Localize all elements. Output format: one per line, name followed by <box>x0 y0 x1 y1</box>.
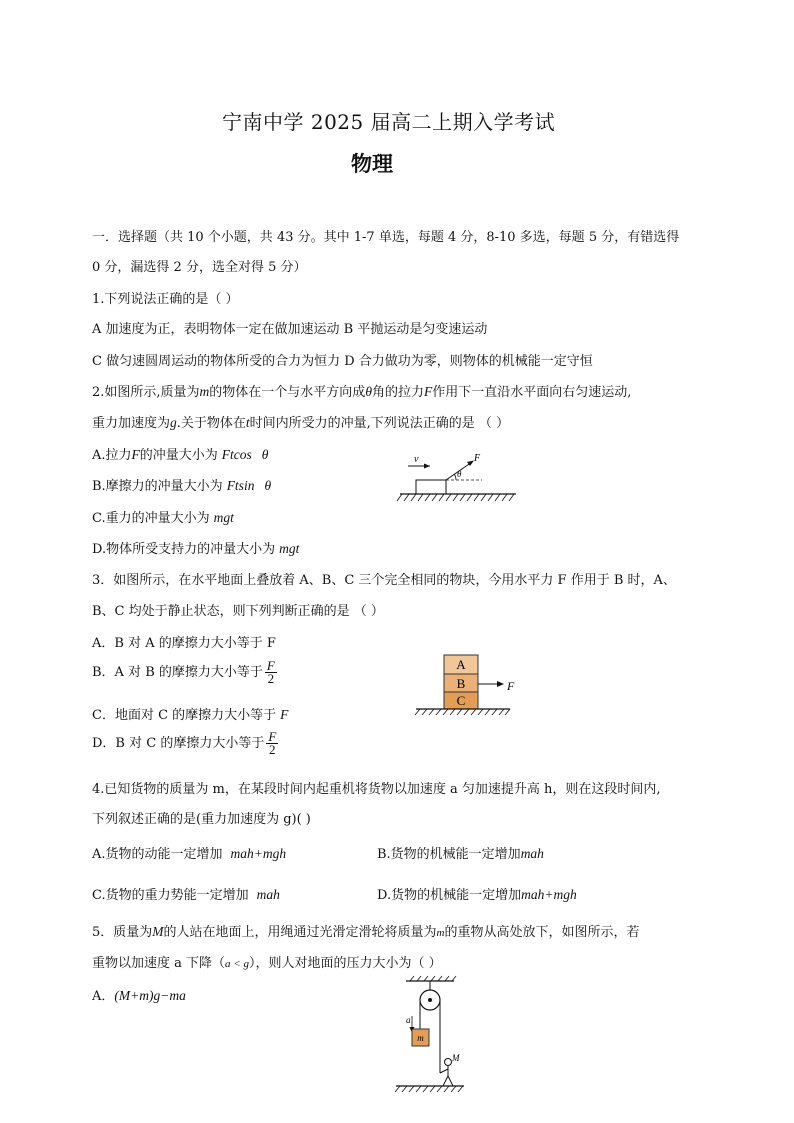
person-head <box>445 1059 452 1066</box>
force-label: F <box>474 453 481 464</box>
person-label: M <box>452 1053 460 1063</box>
q4-option-d: D.货物的机械能一定增加mah+mgh <box>377 887 577 903</box>
q3-figure <box>414 654 534 718</box>
block <box>416 480 446 494</box>
q4-option-b: B.货物的机械能一定增加mah <box>377 846 544 862</box>
block-b-label: B <box>456 676 466 691</box>
force-label: F <box>507 679 515 693</box>
q3-option-b: B．A 对 B 的摩擦力大小等于 $\frac{F}{2}$ <box>92 658 275 686</box>
block-c-label: C <box>456 693 466 708</box>
q3-stem-line1: 3．如图所示，在水平地面上叠放着 A、B、C 三个完全相同的物块，今用水平力 F 作用于 B 时，A、 <box>92 573 676 588</box>
q1-stem: 1.下列说法正确的是（ ） <box>92 292 239 307</box>
q4-option-c: C.货物的重力势能一定增加 mah <box>92 887 280 903</box>
q5-stem-line2: 重物以加速度 a 下降（a < g），则人对地面的压力大小为（ ） <box>92 956 442 971</box>
q2-figure <box>396 452 526 508</box>
q2-stem-line2: 重力加速度为g.关于物体在t时间内所受力的冲量,下列说法正确的是 （ ） <box>92 415 510 431</box>
q5-figure <box>392 978 472 1094</box>
q2-option-a: A.拉力F的冲量大小为 Ftcos θ <box>92 447 269 463</box>
q4-stem-line1: 4.已知货物的质量为 m，在某段时间内起重机将货物以加速度 a 匀加速提升高 h，则在这段时间内, <box>92 782 661 797</box>
angle-label: θ <box>457 469 462 479</box>
q1-options-ab: A 加速度为正，表明物体一定在做加速运动 B 平抛运动是匀变速运动 <box>92 322 488 337</box>
q3-option-c: C．地面对 C 的摩擦力大小等于 F <box>92 707 289 723</box>
subject-title: 物理 <box>351 151 393 176</box>
acceleration-label: a <box>406 1015 411 1025</box>
q5-option-a: A．(M+m)g−ma <box>92 988 186 1004</box>
q3-stem-line2: B、C 均处于静止状态，则下列判断正确的是 （ ） <box>92 604 384 619</box>
q5-stem-line1: 5．质量为M的人站在地面上，用绳通过光滑定滑轮将质量为m的重物从高处放下，如图所示，若 <box>92 924 640 940</box>
q2-stem-line1: 2.如图所示,质量为m的物体在一个与水平方向成θ角的拉力F作用下一直沿水平面向右匀速运动, <box>92 384 632 400</box>
q4-option-a: A.货物的动能一定增加 mah+mgh <box>92 846 287 862</box>
section-instructions-line2: 0 分，漏选得 2 分，选全对得 5 分） <box>92 260 307 275</box>
q3-option-d: D．B 对 C 的摩擦力大小等于 $\frac{F}{2}$ <box>92 729 277 757</box>
q2-option-b: B.摩擦力的冲量大小为 Ftsin θ <box>92 478 272 494</box>
q2-option-c: C.重力的冲量大小为 mgt <box>92 510 234 526</box>
q1-options-cd: C 做匀速圆周运动的物体所受的合力为恒力 D 合力做功为零，则物体的机械能一定守恒 <box>92 354 593 369</box>
section-instructions-line1: 一．选择题（共 10 个小题，共 43 分。其中 1-7 单选，每题 4 分，8-10 多选，每题 5 分，有错选得 <box>92 230 680 245</box>
block-a-label: A <box>456 657 466 672</box>
q3-option-a: A．B 对 A 的摩擦力大小等于 F <box>92 636 276 651</box>
exam-title: 宁南中学 2025 届高二上期入学考试 <box>222 110 556 134</box>
q4-stem-line2: 下列叙述正确的是(重力加速度为 g)( ) <box>92 812 311 827</box>
mass-label: m <box>417 1033 424 1043</box>
q2-option-d: D.物体所受支持力的冲量大小为 mgt <box>92 541 300 557</box>
velocity-label: v <box>414 454 419 465</box>
